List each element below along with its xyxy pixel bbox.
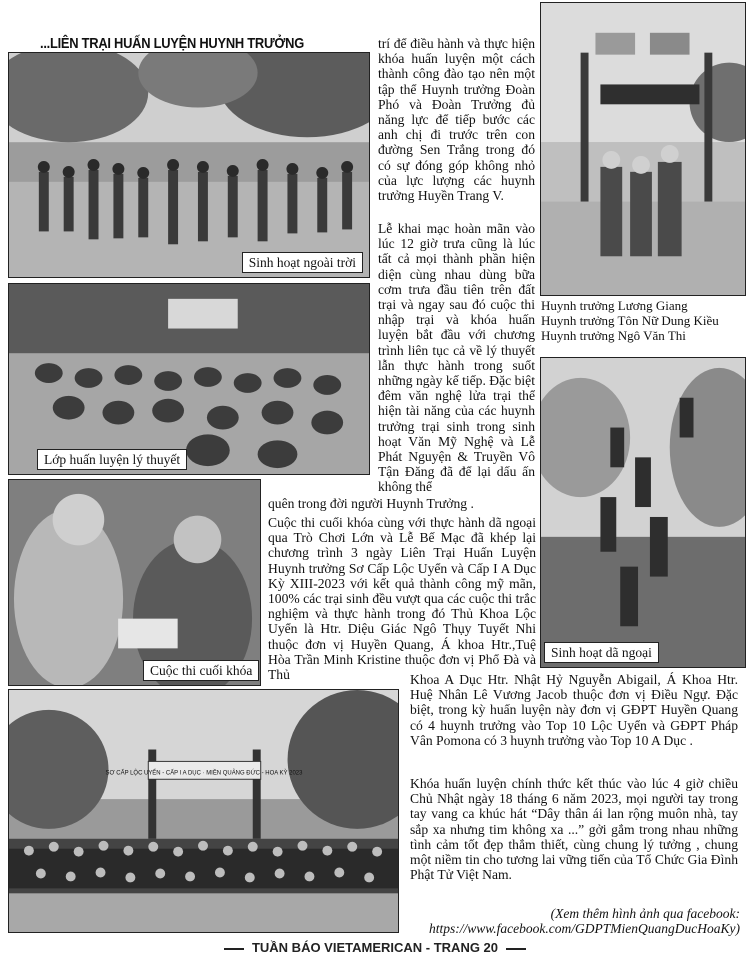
more-photos-note	[410, 906, 740, 936]
classroom-scene-graphic	[9, 284, 369, 474]
leader-name-2: Huynh trưởng Tôn Nữ Dung Kiều	[541, 313, 719, 328]
page-footer	[0, 940, 750, 955]
article-paragraph-closing: Khóa huấn luyện chính thức kết thúc vào lúc 4 giờ chiều Chủ Nhật ngày 18 tháng 6 năm 2023, mọi người tay trong tay vang ca khúc hát “Dây thân ái lan rộng muôn nhà, tay sắp xa nhưng tim không xa ...” gởi gắm trong nhau những tình cảm tốt đẹp thắm thiết, cùng chung lý tưởng , chung một niềm tin cho tương lai vững tiến của Tổ Chức Gia Đình Phật Tử Việt Nam.	[410, 776, 738, 883]
caption-field-activity: Sinh hoạt dã ngoại	[544, 642, 659, 663]
photo-outdoor-activity	[8, 52, 370, 278]
field-scene-graphic	[541, 358, 745, 667]
article-paragraph-contest-continued: Khoa A Dục Htr. Nhật Hỷ Nguyễn Abigail, Á Khoa Htr. Huệ Nhân Lê Vương Jacob thuộc đơn vị Điều Ngự. Đặc biệt, trong kỳ huấn luyện này đơn vị GĐPT Huyền Quang có 4 huynh trưởng vào Top 10 Lộc Uyển và GĐPT Pháp Vân Pomona có 3 huynh trưởng vào Top 10 A Dục .	[410, 672, 738, 748]
gate-scene-graphic	[541, 3, 745, 295]
outdoor-scene-graphic	[9, 53, 369, 277]
article-paragraph-intro-continued: trí để điều hành và thực hiện khóa huấn luyện một cách thành công đào tạo nên một tập thể Huynh trưởng Đoàn Phó và Đoàn Trưởng đủ năng lực để tiếp bước các anh chị đi trước trên con đường Sen Trắng trong đó có sự đóng góp không nhỏ của lực lượng các huynh trưởng Huyền Trang V.	[378, 36, 535, 204]
caption-theory-class: Lớp huấn luyện lý thuyết	[37, 449, 187, 470]
caption-outdoor-activity: Sinh hoạt ngoài trời	[242, 252, 363, 273]
footer-rule-left	[224, 948, 244, 950]
leader-name-1: Huynh trưởng Lương Giang	[541, 298, 688, 313]
photo-theory-class	[8, 283, 370, 475]
article-title: ...LIÊN TRẠI HUẤN LUYỆN HUYNH TRƯỞNG	[40, 35, 304, 52]
group-gate-banner-text: SƠ CẤP LỘC UYỂN - CẤP I A DỤC · MIỀN QUẢNG ĐỨC - HOA KỲ 2023	[105, 770, 303, 777]
photo-group	[8, 689, 399, 933]
photo-final-contest	[8, 479, 261, 686]
article-paragraph-contest: Cuộc thi cuối khóa cùng với thực hành dã ngoại qua Trò Chơi Lớn và Lễ Bế Mạc đã khép lại chương trình 3 ngày Liên Trại Huấn Luyện Huynh trưởng Sơ Cấp Lộc Uyển và Cấp I A Dục Kỳ XIII-2023 với kết quả thành công mỹ mãn, 100% các trại sinh đều vượt qua các cuộc thi trắc nghiệm và thực hành trong đó Thủ Khoa Lộc Uyển là Htr. Diệu Giác Ngô Thụy Tuyết Nhi thuộc đơn vị Huyền Quang, Á khoa Htr.,Tuệ Hòa Trần Minh Kristine thuộc đơn vị Phổ Đà và Thủ	[268, 515, 536, 683]
photo-leaders-gate	[540, 2, 746, 296]
article-line-continuation: quên trong đời người Huynh Trưởng .	[268, 496, 474, 511]
article-paragraph-opening: Lễ khai mạc hoàn mãn vào lúc 12 giờ trưa cũng là lúc tất cả mọi thành phần hiện diện cùng nhau dùng bữa cơm trưa đầu tiên trên đất trại và ngay sau đó cuộc thi nhập trại và khóa huấn luyện bắt đầu với chương trình liên tục cả về lý thuyết lẫn thực hành trong suốt những ngày kế tiếp. Đặc biệt đêm văn nghệ lửa trại thể hiện tài năng của các huynh trưởng trại sinh trong sinh hoạt Văn Mỹ Nghệ và Lễ Phát Nguyện & Truyền Vô Tận Đăng đã để lại dấu ấn không thể	[378, 221, 535, 495]
contest-scene-graphic	[9, 480, 260, 685]
footer-rule-right	[506, 948, 526, 950]
footer-text: TUẦN BÁO VIETAMERICAN - TRANG 20	[251, 940, 499, 955]
more-photos-label: (Xem thêm hình ảnh qua facebook:	[550, 906, 740, 921]
leaders-caption	[541, 298, 741, 343]
group-scene-graphic	[9, 690, 398, 932]
photo-field-activity	[540, 357, 746, 668]
facebook-link[interactable]: https://www.facebook.com/GDPTMienQuangDucHoaKy)	[429, 921, 740, 936]
leader-name-3: Huynh trưởng Ngô Văn Thi	[541, 328, 686, 343]
caption-final-contest: Cuộc thi cuối khóa	[143, 660, 259, 681]
